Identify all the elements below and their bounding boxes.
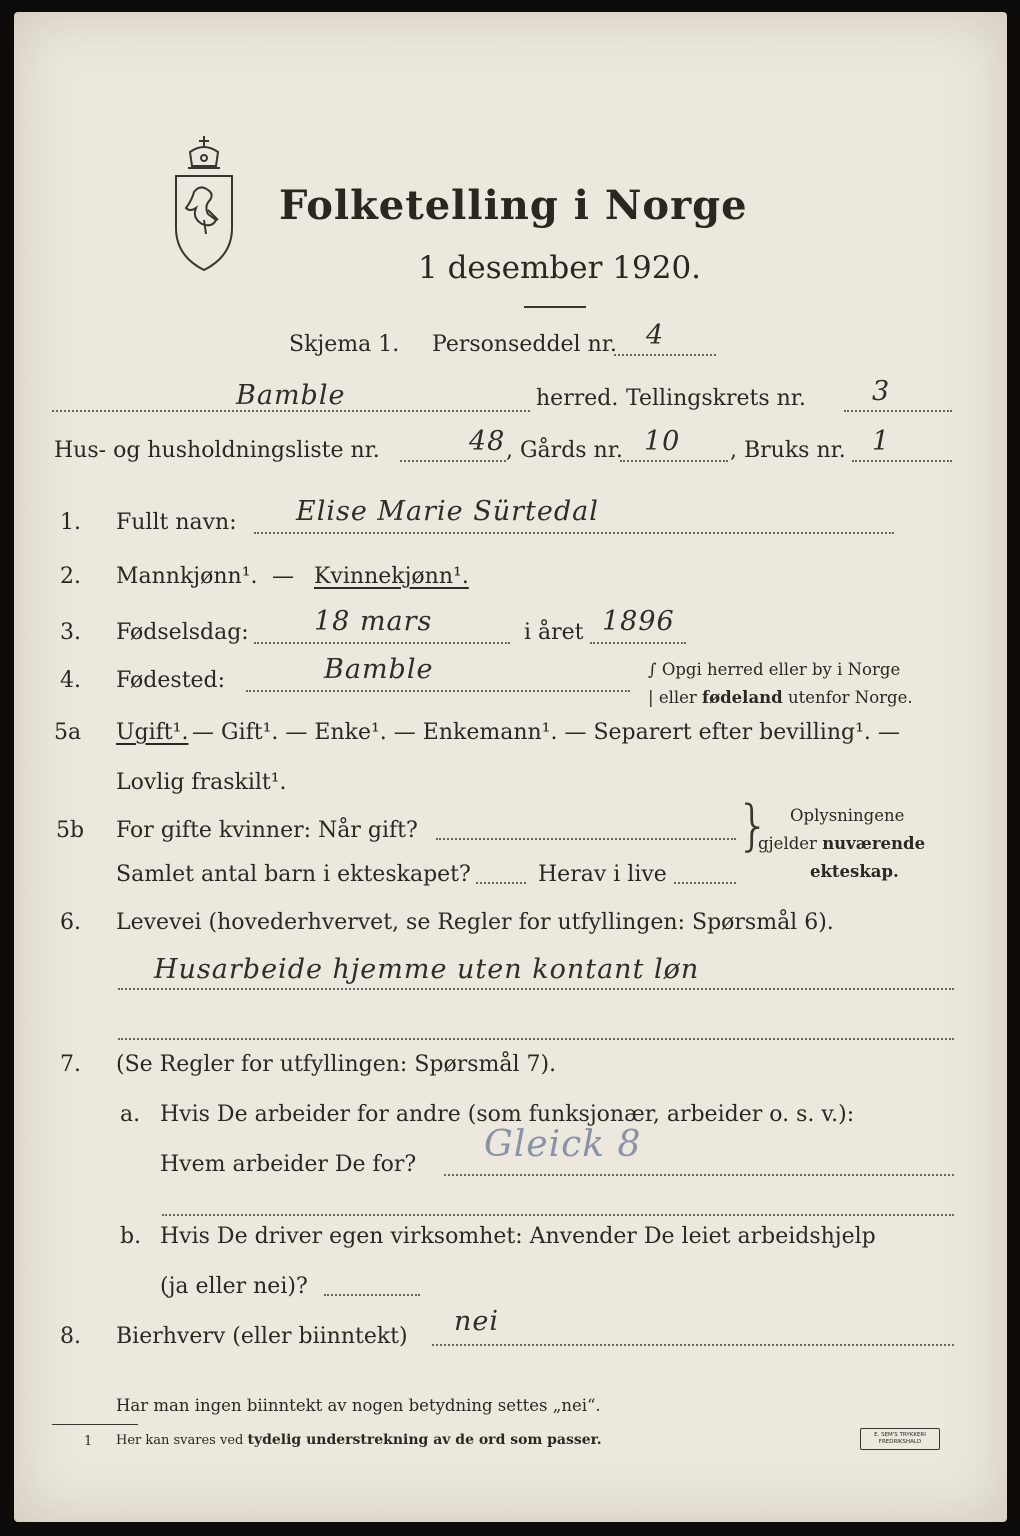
marital-fraskilt-option[interactable]: Lovlig fraskilt¹. bbox=[116, 770, 287, 795]
printer-stamp: E. SEM'S TRYKKERI FREDRIKSHALD bbox=[860, 1428, 940, 1450]
footer-note: Har man ingen biinntekt av nogen betydning settes „nei“. bbox=[116, 1396, 601, 1415]
q5a-number: 5a bbox=[54, 720, 82, 745]
gards-label: , Gårds nr. bbox=[506, 438, 623, 463]
herred-value[interactable]: Bamble bbox=[236, 380, 346, 411]
q7a-label1: Hvis De arbeider for andre (som funksjonær, arbeider o. s. v.): bbox=[160, 1102, 855, 1127]
q7a-number: a. bbox=[120, 1102, 141, 1127]
gards-value[interactable]: 10 bbox=[644, 426, 681, 457]
q1-label: Fullt navn: bbox=[116, 510, 237, 535]
occupation-value[interactable]: Husarbeide hjemme uten kontant løn bbox=[154, 954, 700, 985]
q5b-note1: Oplysningene bbox=[790, 806, 905, 825]
q2-number: 2. bbox=[60, 564, 81, 589]
q8-number: 8. bbox=[60, 1324, 81, 1349]
hired-help-label: (ja eller nei)? bbox=[160, 1274, 308, 1299]
marital-other-options[interactable]: — Gift¹. — Enke¹. — Enkemann¹. — Separert efter bevilling¹. — bbox=[192, 720, 900, 745]
q3-label: Fødselsdag: bbox=[116, 620, 249, 645]
husliste-value[interactable]: 48 bbox=[469, 426, 506, 457]
q7-label: (Se Regler for utfyllingen: Spørsmål 7). bbox=[116, 1052, 557, 1077]
children-total-label: Samlet antal barn i ekteskapet? bbox=[116, 862, 471, 887]
q5b-note3: ekteskap. bbox=[810, 862, 899, 881]
form-title: Folketelling i Norge bbox=[279, 182, 748, 229]
coat-of-arms-icon bbox=[164, 130, 244, 280]
husliste-label: Hus- og husholdningsliste nr. bbox=[54, 438, 380, 463]
tellingskrets-label: Tellingskrets nr. bbox=[626, 386, 806, 411]
q2-dash: — bbox=[272, 564, 294, 589]
census-date: 1 desember 1920. bbox=[418, 250, 702, 286]
personseddel-value[interactable]: 4 bbox=[646, 320, 665, 351]
q4-note-line1: ∫ Opgi herred eller by i Norge bbox=[648, 660, 901, 679]
sex-female-option[interactable]: Kvinnekjønn¹. bbox=[314, 564, 469, 589]
full-name-value[interactable]: Elise Marie Sürtedal bbox=[296, 496, 599, 527]
children-alive-label: Herav i live bbox=[538, 862, 667, 887]
q4-note-line2: | eller fødeland utenfor Norge. bbox=[648, 688, 913, 707]
q4-label: Fødested: bbox=[116, 668, 226, 693]
q3-number: 3. bbox=[60, 620, 81, 645]
birthday-value[interactable]: 18 mars bbox=[314, 606, 433, 637]
q5b-number: 5b bbox=[56, 818, 85, 843]
title-divider bbox=[524, 306, 586, 308]
married-when-label: For gifte kvinner: Når gift? bbox=[116, 818, 418, 843]
q7b-number: b. bbox=[120, 1224, 142, 1249]
footnote-rule bbox=[52, 1424, 138, 1425]
bruks-value[interactable]: 1 bbox=[872, 426, 891, 457]
q6-label: Levevei (hovederhvervet, se Regler for utfyllingen: Spørsmål 6). bbox=[116, 910, 834, 935]
q7-number: 7. bbox=[60, 1052, 81, 1077]
personseddel-label: Personseddel nr. bbox=[432, 332, 617, 357]
employer-value[interactable]: Gleick 8 bbox=[484, 1124, 642, 1165]
employer-label: Hvem arbeider De for? bbox=[160, 1152, 417, 1177]
q5b-brace: } bbox=[736, 794, 771, 857]
marital-ugift-option[interactable]: Ugift¹. bbox=[116, 720, 189, 745]
sex-male-option[interactable]: Mannkjønn¹. bbox=[116, 564, 258, 589]
q1-number: 1. bbox=[60, 510, 81, 535]
side-income-value[interactable]: nei bbox=[454, 1306, 500, 1337]
birthplace-value[interactable]: Bamble bbox=[324, 654, 434, 685]
footnote-number: 1 bbox=[84, 1434, 93, 1449]
q6-number: 6. bbox=[60, 910, 81, 935]
herred-label: herred. bbox=[536, 386, 619, 411]
year-label: i året bbox=[524, 620, 584, 645]
tellingskrets-value[interactable]: 3 bbox=[872, 376, 891, 407]
q7b-label1: Hvis De driver egen virksomhet: Anvender De leiet arbeidshjelp bbox=[160, 1224, 876, 1249]
footnote-text: Her kan svares ved tydelig understrekning av de ord som passer. bbox=[116, 1432, 602, 1448]
birth-year-value[interactable]: 1896 bbox=[602, 606, 675, 637]
q4-number: 4. bbox=[60, 668, 81, 693]
q5b-note2: gjelder nuværende bbox=[758, 834, 926, 853]
census-form bbox=[14, 12, 1007, 1522]
schema-label: Skjema 1. bbox=[289, 332, 400, 357]
q8-label: Bierhverv (eller biinntekt) bbox=[116, 1324, 408, 1349]
bruks-label: , Bruks nr. bbox=[730, 438, 846, 463]
